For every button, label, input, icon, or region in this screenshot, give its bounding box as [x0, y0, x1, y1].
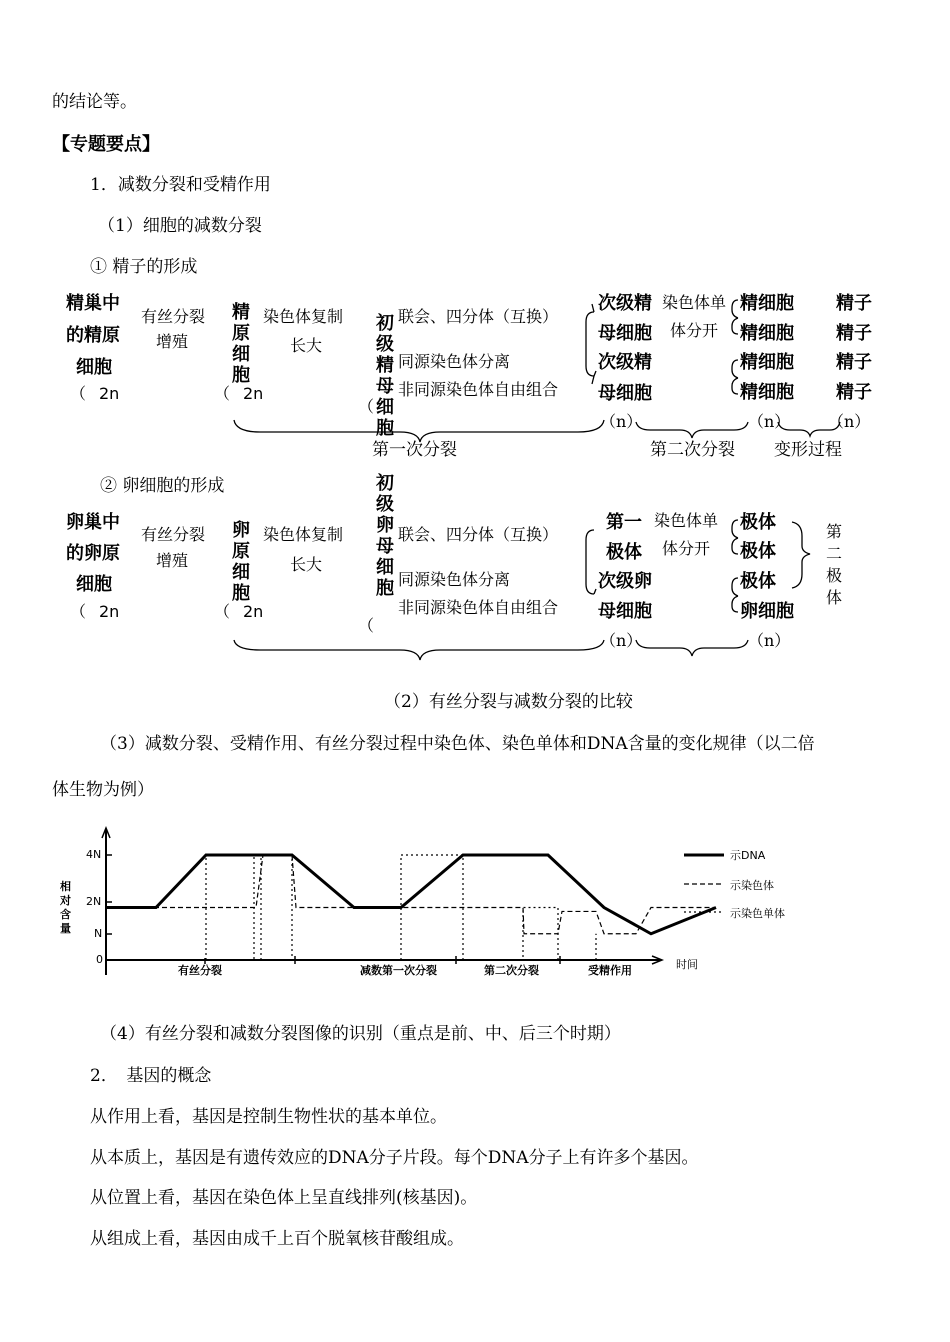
proliferation-label: 增殖 — [156, 551, 189, 570]
replication-label: 染色体复制 — [263, 307, 344, 326]
subsection-3-line2: 体生物为例） — [52, 780, 154, 800]
legend-chromosome: 示染色体 — [730, 879, 774, 892]
ploidy-label: 2n — [243, 602, 264, 621]
polar-body-label: 极体 — [740, 512, 776, 533]
egg-cell-label: 卵细胞 — [740, 601, 794, 622]
chromatid-split-label: 染色体单 — [654, 511, 719, 530]
subsection-1-title: （1）细胞的减数分裂 — [98, 216, 262, 236]
first-polar-body-line2: 极体 — [606, 542, 642, 563]
phase-mitosis: 有丝分裂 — [178, 964, 222, 977]
chromatid-split-label2: 体分开 — [670, 321, 719, 340]
secondary-oocyte-line1: 次级卵 — [598, 571, 652, 592]
spermatogonium-label: 精原细胞 — [232, 302, 250, 386]
polar-body-label: 极体 — [740, 541, 776, 562]
paren: （ — [70, 602, 87, 621]
secondary-spermatocyte-b-line2: 母细胞 — [598, 383, 652, 404]
polar-body-label: 极体 — [740, 571, 776, 592]
second-polar-body-label: 第二极体 — [826, 522, 843, 607]
spermatid-label: 精细胞 — [740, 352, 794, 373]
haploid-label: （n） — [748, 412, 791, 431]
sperm-cell-label: 精子 — [836, 293, 872, 314]
egg-start-line2: 的卵原 — [66, 543, 120, 564]
legend-dna: 示DNA — [730, 849, 766, 862]
first-polar-body-line1: 第一 — [606, 512, 642, 533]
primary-spermatocyte-label: 初级精母细胞 — [376, 313, 394, 439]
paren: （ — [358, 616, 375, 635]
subsection-3-line1: （3）减数分裂、受精作用、有丝分裂过程中染色体、染色单体和DNA含量的变化规律（以二倍 — [100, 734, 815, 754]
gene-essence: 从本质上，基因是有遗传效应的DNA分子片段。每个DNA分子上有许多个基因。 — [90, 1148, 699, 1168]
mitosis-label: 有丝分裂 — [141, 525, 206, 544]
y-tick-n: N — [94, 927, 103, 940]
mitosis-label: 有丝分裂 — [141, 307, 206, 326]
haploid-label: （n） — [600, 631, 643, 650]
haploid-label: （n） — [748, 631, 791, 650]
sperm-cell-label: 精子 — [836, 382, 872, 403]
secondary-oocyte-line2: 母细胞 — [598, 601, 652, 622]
secondary-spermatocyte-b-line1: 次级精 — [598, 352, 652, 373]
egg-start-line1: 卵巢中 — [66, 512, 120, 533]
phase-meiosis-1: 减数第一次分裂 — [360, 964, 437, 977]
y-tick-4n: 4N — [86, 848, 102, 861]
y-tick-0: 0 — [96, 953, 103, 966]
x-axis-label: 时间 — [676, 958, 698, 971]
replication-label: 染色体复制 — [263, 525, 344, 544]
gene-composition: 从组成上看，基因由成千上百个脱氧核苷酸组成。 — [90, 1229, 464, 1249]
haploid-label: （n） — [828, 412, 871, 431]
ploidy-label: 2n — [99, 602, 120, 621]
intro-text: 的结论等。 — [52, 92, 137, 112]
independent-assortment-label: 非同源染色体自由组合 — [398, 598, 559, 617]
subsection-4-title: （4）有丝分裂和减数分裂图像的识别（重点是前、中、后三个时期） — [100, 1024, 621, 1044]
phase-fertilization: 受精作用 — [588, 964, 632, 977]
paren: （ — [214, 384, 231, 403]
paren: （ — [214, 602, 231, 621]
gene-position: 从位置上看，基因在染色体上呈直线排列(核基因)。 — [90, 1188, 478, 1208]
ploidy-label: 2n — [99, 384, 120, 403]
spermatid-label: 精细胞 — [740, 382, 794, 403]
secondary-spermatocyte-a-line2: 母细胞 — [598, 323, 652, 344]
egg-title: ② 卵细胞的形成 — [100, 476, 225, 496]
egg-start-line3: 细胞 — [76, 574, 112, 595]
series-line-0 — [106, 855, 716, 934]
phase-meiosis-2: 第二次分裂 — [484, 964, 539, 977]
sperm-start-line3: 细胞 — [76, 357, 112, 378]
gene-function: 从作用上看，基因是控制生物性状的基本单位。 — [90, 1107, 447, 1127]
second-division-label: 第二次分裂 — [650, 440, 735, 460]
section-heading: 【专题要点】 — [52, 134, 160, 155]
sperm-start-line2: 的精原 — [66, 325, 120, 346]
first-division-label: 第一次分裂 — [372, 440, 457, 460]
section-1-title: 1．减数分裂和受精作用 — [90, 175, 271, 195]
chromatid-split-label: 染色体单 — [662, 293, 727, 312]
haploid-label: （n） — [600, 412, 643, 431]
spermatid-label: 精细胞 — [740, 293, 794, 314]
y-axis-label: 相对含量 — [60, 880, 71, 935]
growth-label: 长大 — [290, 555, 323, 574]
oogonium-label: 卵原细胞 — [232, 520, 250, 604]
spermatid-label: 精细胞 — [740, 323, 794, 344]
legend-chromatid: 示染色单体 — [730, 907, 785, 920]
y-tick-2n: 2N — [86, 895, 102, 908]
ploidy-label: 2n — [243, 384, 264, 403]
primary-oocyte-label: 初级卵母细胞 — [376, 473, 394, 599]
transformation-label: 变形过程 — [774, 440, 842, 460]
sperm-cell-label: 精子 — [836, 352, 872, 373]
secondary-spermatocyte-a-line1: 次级精 — [598, 293, 652, 314]
sperm-cell-label: 精子 — [836, 323, 872, 344]
independent-assortment-label: 非同源染色体自由组合 — [398, 380, 559, 399]
proliferation-label: 增殖 — [156, 332, 189, 351]
homolog-separation-label: 同源染色体分离 — [398, 570, 511, 589]
homolog-separation-label: 同源染色体分离 — [398, 352, 511, 371]
series-line-1 — [106, 855, 714, 934]
synapsis-label: 联会、四分体（互换） — [398, 307, 559, 326]
sperm-title: ① 精子的形成 — [90, 257, 198, 277]
sperm-start-line1: 精巢中 — [66, 293, 120, 314]
paren: （ — [358, 397, 375, 416]
section-2-title: 2． 基因的概念 — [90, 1066, 212, 1086]
chromatid-split-label2: 体分开 — [662, 539, 711, 558]
growth-label: 长大 — [290, 336, 323, 355]
paren: （ — [70, 384, 87, 403]
synapsis-label: 联会、四分体（互换） — [398, 525, 559, 544]
subsection-2-title: （2）有丝分裂与减数分裂的比较 — [384, 692, 633, 712]
